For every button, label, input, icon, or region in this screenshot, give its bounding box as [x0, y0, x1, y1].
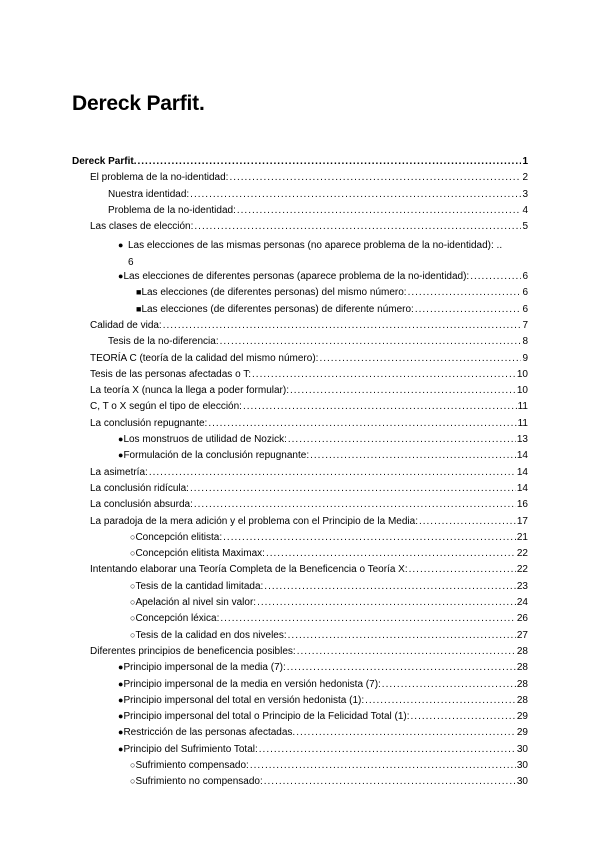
toc-page-number: 6 [522, 287, 528, 299]
toc-entry-title: Principio impersonal de la media en versión hedonista (7): [123, 678, 381, 690]
bullet-icon: ● [118, 743, 124, 754]
toc-page-number: 6 [522, 271, 528, 283]
bullet-icon: ● [118, 240, 124, 251]
toc-leader [223, 532, 516, 543]
toc-entry-title: Tesis de la no-diferencia: [108, 336, 219, 348]
toc-page-number: 10 [516, 368, 528, 380]
toc-entry-title: Las elecciones de las mismas personas (no aparece problema de la no-identidad): [128, 240, 494, 252]
toc-entry-title: Principio impersonal de la media (7): [123, 662, 286, 674]
bullet-icon: ○ [130, 759, 136, 770]
toc-page-number: 30 [516, 759, 528, 771]
table-of-contents [72, 156, 528, 793]
toc-entry-title: Las elecciones (de diferentes personas) del mismo número: [141, 287, 407, 299]
toc-leader [220, 613, 516, 624]
toc-entry[interactable] [72, 776, 528, 792]
toc-leader [252, 369, 516, 380]
document-title: Dereck Parfit. [72, 92, 205, 115]
toc-leader [264, 776, 516, 787]
bullet-icon: ○ [130, 776, 136, 787]
toc-entry-title: Calidad de vida: [90, 319, 162, 331]
toc-entry[interactable] [72, 237, 528, 271]
toc-entry-title: Principio impersonal del total en versión hedonista (1): [123, 694, 365, 706]
toc-page-number: 28 [516, 678, 528, 690]
toc-entry-title: Apelación al nivel sin valor: [135, 597, 257, 609]
bullet-icon: ○ [130, 629, 136, 640]
toc-entry-title: La conclusión repugnante: [90, 417, 208, 429]
bullet-icon: ○ [130, 597, 136, 608]
toc-leader [411, 711, 516, 722]
toc-page-number: 24 [516, 597, 528, 609]
toc-entry[interactable] [72, 418, 528, 434]
toc-leader [149, 467, 516, 478]
toc-entry-title: El problema de la no-identidad: [90, 172, 229, 184]
toc-leader [266, 548, 516, 559]
toc-leader [470, 271, 521, 282]
toc-page-number: 5 [522, 221, 528, 233]
bullet-icon: ● [118, 711, 124, 722]
toc-page-number: 21 [516, 531, 528, 543]
toc-entry-title: Tesis de las personas afectadas o T: [90, 368, 252, 380]
toc-entry[interactable] [72, 172, 528, 188]
toc-page-number: 22 [516, 548, 528, 560]
toc-entry[interactable] [72, 205, 528, 221]
toc-entry[interactable] [72, 353, 528, 369]
toc-leader [190, 189, 521, 200]
toc-page-number: 22 [516, 564, 528, 576]
bullet-icon: ● [118, 694, 124, 705]
toc-leader [250, 760, 516, 771]
toc-entry[interactable] [72, 695, 528, 711]
toc-entry[interactable] [72, 434, 528, 450]
toc-entry[interactable] [72, 336, 528, 352]
toc-page-number: 28 [516, 645, 528, 657]
toc-entry[interactable] [72, 744, 528, 760]
toc-page-number: 26 [516, 613, 528, 625]
bullet-icon: ■ [136, 287, 142, 298]
toc-entry-title: Los monstruos de utilidad de Nozick: [123, 434, 287, 446]
bullet-icon: ■ [136, 303, 142, 314]
toc-page-number: 14 [516, 482, 528, 494]
bullet-icon: ● [118, 271, 124, 282]
toc-leader [408, 287, 522, 298]
toc-leader [419, 516, 516, 527]
toc-entry-title: Principio del Sufrimiento Total: [123, 743, 258, 755]
toc-entry[interactable] [72, 189, 528, 205]
toc-entry-title: Dereck Parfit. [72, 156, 137, 167]
toc-page-number: 29 [516, 727, 528, 739]
toc-leader [190, 483, 516, 494]
bullet-icon: ○ [130, 580, 136, 591]
toc-entry-title: Las elecciones de diferentes personas (aparece problema de la no-identidad): [123, 271, 470, 283]
toc-entry-title: Intentando elaborar una Teoría Completa de la Beneficencia o Teoría X: [90, 564, 408, 576]
toc-leader [319, 353, 521, 364]
toc-entry-title: Tesis de la calidad en dos niveles: [135, 629, 287, 641]
toc-entry[interactable] [72, 483, 528, 499]
toc-entry-title: Principio impersonal del total o Principio de la Felicidad Total (1): [123, 711, 410, 723]
toc-leader [220, 336, 522, 347]
toc-page-number: 6 [128, 256, 134, 268]
toc-leader: .. [493, 240, 503, 252]
toc-page-number: 2 [522, 172, 528, 184]
toc-entry[interactable] [72, 467, 528, 483]
toc-page-number: 11 [517, 401, 528, 413]
bullet-icon: ● [118, 662, 124, 673]
toc-entry[interactable] [72, 401, 528, 417]
toc-entry-title: Diferentes principios de beneficencia posibles: [90, 645, 296, 657]
toc-entry[interactable] [72, 581, 528, 597]
toc-page-number: 3 [522, 188, 528, 200]
toc-page-number: 9 [522, 352, 528, 364]
toc-entry-title: Concepción léxica: [135, 613, 220, 625]
toc-leader [409, 564, 516, 575]
toc-leader [290, 385, 516, 396]
toc-entry-title: Concepción elitista Maximax: [135, 548, 265, 560]
toc-entry[interactable] [72, 727, 528, 743]
bullet-icon: ○ [130, 613, 136, 624]
bullet-icon: ○ [130, 531, 136, 542]
toc-leader [229, 172, 521, 183]
toc-leader [194, 499, 516, 510]
toc-leader [163, 320, 522, 331]
toc-leader [287, 662, 516, 673]
toc-leader [264, 581, 516, 592]
toc-page-number: 13 [516, 434, 528, 446]
toc-entry[interactable] [72, 646, 528, 662]
toc-page-number: 23 [516, 580, 528, 592]
toc-entry[interactable] [72, 679, 528, 695]
toc-leader [137, 156, 521, 167]
toc-entry[interactable] [72, 287, 528, 303]
toc-entry-title: La paradoja de la mera adición y el problema con el Principio de la Media: [90, 515, 418, 527]
bullet-icon: ○ [130, 548, 136, 559]
toc-entry-title: Sufrimiento compensado: [135, 759, 249, 771]
toc-page-number: 10 [516, 385, 528, 397]
toc-entry[interactable] [72, 450, 528, 466]
toc-page-number: 28 [516, 662, 528, 674]
toc-entry[interactable] [72, 711, 528, 727]
toc-page-number: 6 [522, 303, 528, 315]
toc-entry-title: La conclusión ridícula: [90, 482, 189, 494]
toc-page-number: 7 [522, 319, 528, 331]
toc-page-number: 14 [516, 466, 528, 478]
toc-entry[interactable] [72, 304, 528, 320]
toc-entry-title: La conclusión absurda: [90, 499, 193, 511]
toc-leader [382, 679, 516, 690]
toc-entry-title: Las clases de elección: [90, 221, 194, 233]
toc-entry[interactable] [72, 385, 528, 401]
toc-entry[interactable] [72, 499, 528, 515]
toc-leader [288, 630, 516, 641]
toc-page-number: 27 [516, 629, 528, 641]
toc-entry[interactable] [72, 613, 528, 629]
toc-page-number: 17 [516, 515, 528, 527]
toc-page-number: 1 [522, 156, 528, 167]
toc-entry[interactable] [72, 760, 528, 776]
toc-entry-title: Sufrimiento no compensado: [135, 776, 263, 788]
toc-page-number: 28 [516, 694, 528, 706]
toc-page-number: 30 [516, 776, 528, 788]
toc-page-number: 16 [516, 499, 528, 511]
toc-page-number: 11 [517, 417, 528, 429]
bullet-icon: ● [118, 434, 124, 445]
toc-entry[interactable] [72, 597, 528, 613]
toc-leader [310, 450, 516, 461]
toc-page-number: 30 [516, 743, 528, 755]
bullet-icon: ● [118, 727, 124, 738]
toc-leader [296, 727, 516, 738]
toc-entry[interactable] [72, 369, 528, 385]
toc-entry-title: Problema de la no-identidad: [108, 204, 236, 216]
toc-entry[interactable] [72, 548, 528, 564]
toc-entry-title: Nuestra identidad: [108, 188, 190, 200]
toc-leader [194, 221, 521, 232]
toc-entry-title: Tesis de la cantidad limitada: [135, 580, 264, 592]
toc-entry[interactable] [72, 221, 528, 237]
toc-entry-title: Concepción elitista: [135, 531, 223, 543]
toc-page-number: 8 [522, 336, 528, 348]
toc-entry[interactable] [72, 271, 528, 287]
toc-entry-title: Restricción de las personas afectadas. [123, 727, 296, 739]
toc-entry[interactable] [72, 662, 528, 678]
toc-leader [297, 646, 516, 657]
toc-entry-title: Las elecciones (de diferentes personas) de diferente número: [141, 303, 414, 315]
toc-entry[interactable] [72, 516, 528, 532]
toc-entry[interactable] [72, 156, 528, 172]
toc-leader [237, 205, 522, 216]
toc-leader [415, 304, 522, 315]
bullet-icon: ● [118, 450, 124, 461]
toc-entry[interactable] [72, 532, 528, 548]
toc-entry[interactable] [72, 564, 528, 580]
bullet-icon: ● [118, 678, 124, 689]
toc-entry-title: TEORÍA C (teoría de la calidad del mismo número): [90, 352, 319, 364]
toc-leader [243, 401, 517, 412]
toc-leader [288, 434, 516, 445]
toc-entry-title: La teoría X (nunca la llega a poder formular): [90, 385, 289, 397]
toc-entry[interactable] [72, 320, 528, 336]
toc-entry-title: La asimetría: [90, 466, 148, 478]
toc-page-number: 4 [522, 204, 528, 216]
toc-entry-title: C, T o X según el tipo de elección: [90, 401, 242, 413]
toc-page-number: 29 [516, 711, 528, 723]
toc-entry-title: Formulación de la conclusión repugnante: [123, 450, 310, 462]
toc-leader [259, 744, 516, 755]
toc-entry[interactable] [72, 630, 528, 646]
toc-page-number: 14 [516, 450, 528, 462]
toc-leader [208, 418, 516, 429]
toc-leader [257, 597, 516, 608]
toc-leader [365, 695, 516, 706]
